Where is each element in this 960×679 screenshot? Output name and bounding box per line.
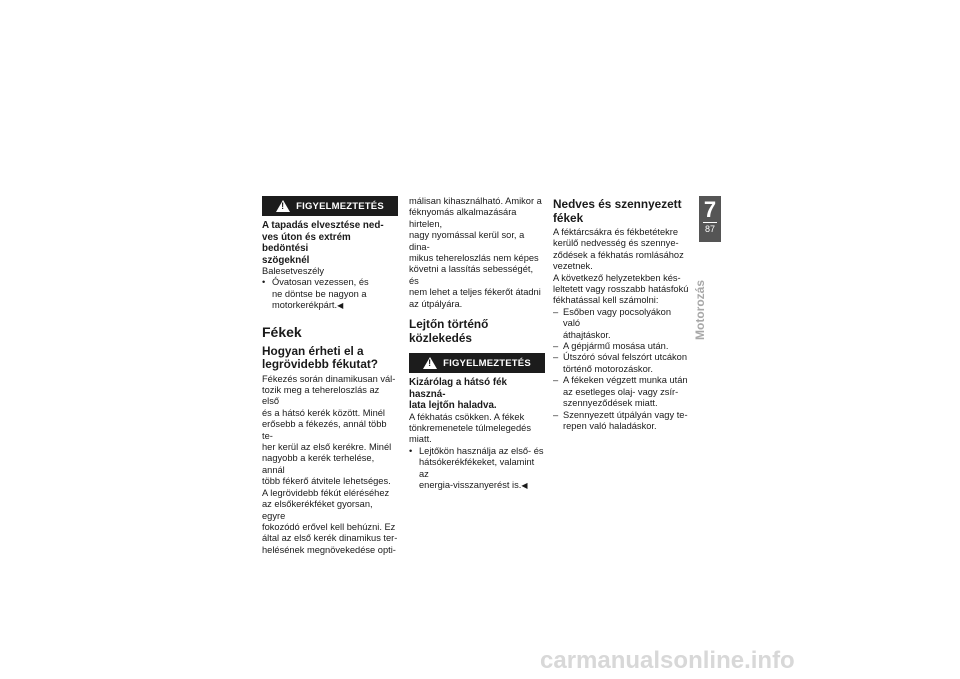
- end-mark-icon: ◀: [337, 301, 344, 311]
- chapter-number: 7: [703, 197, 717, 222]
- page-number: 87: [704, 224, 715, 234]
- bullet-line: • Lejtőkön használja az első- és: [419, 445, 544, 456]
- warning-title: FIGYELMEZTETÉS: [296, 200, 384, 212]
- body-line: által az első kerék dinamikus ter-: [262, 533, 398, 544]
- dash-line: – Szennyezett útpályán vagy te-: [563, 409, 688, 420]
- dash-line: történő motorozáskor.: [563, 363, 653, 374]
- bullet-line: ne döntse be nagyon a: [272, 288, 367, 299]
- dash-line: – A fékeken végzett munka után: [563, 375, 688, 386]
- body-line: helésének megnövekedése opti-: [262, 544, 396, 555]
- bullet-line: hátsókerékfékeket, valamint az: [419, 457, 535, 479]
- dash-line: áthajtáskor.: [563, 329, 611, 340]
- dash-line: szennyeződések miatt.: [563, 398, 658, 409]
- dash-item: [553, 341, 689, 352]
- body-line: A féktárcsákra és fékbetétekre: [553, 227, 679, 237]
- warning-title: FIGYELMEZTETÉS: [443, 357, 531, 369]
- dash-item: [553, 352, 689, 375]
- body-line: mikus tehereloszlás nem képes: [409, 253, 539, 264]
- warning-text: Balesetveszély: [262, 266, 325, 276]
- subsection-title: [262, 345, 398, 372]
- dash-item: [553, 307, 689, 341]
- watermark: carmanualsonline.info: [540, 647, 795, 674]
- warning-header: [262, 196, 398, 216]
- body-line: Fékezés során dinamikusan vál-: [262, 373, 396, 384]
- warning-header: [409, 353, 545, 373]
- body-line: az útpályára.: [409, 298, 463, 309]
- warning-heading-line: lata lejtőn haladva.: [409, 400, 497, 412]
- body-paragraph: [262, 374, 398, 557]
- dash-line: – Útszóró sóval felszórt utcákon: [563, 352, 688, 363]
- body-line: több fékerő átvitele lehetséges.: [262, 476, 391, 487]
- body-line: követni a lassítás sebességét, és: [409, 264, 534, 286]
- body-line: tozik meg a tehereloszlás az első: [262, 385, 380, 407]
- warning-heading-line: A tapadás elvesztése ned-: [262, 220, 384, 231]
- section-title: [553, 198, 689, 225]
- column-3: [553, 196, 689, 432]
- end-mark-icon: ◀: [521, 481, 528, 490]
- column-1: [262, 196, 398, 556]
- body-line: leltetett vagy rosszabb hatásfokú: [553, 284, 689, 295]
- section-title-line: Nedves és szennyezett: [553, 197, 682, 211]
- bullet-line: motorkerékpárt.: [272, 300, 338, 311]
- body-line: nem lehet a teljes fékerőt átadni: [409, 287, 541, 298]
- section-title: Lejtőn történő közlekedés: [409, 317, 489, 345]
- chapter-tab: [699, 196, 721, 242]
- body-line: her kerül az első kerékre. Minél: [262, 442, 392, 453]
- body-line: erősebb a fékezés, annál több te-: [262, 419, 387, 441]
- dash-line: – A gépjármű mosása után.: [563, 341, 669, 352]
- body-paragraph: [553, 227, 689, 307]
- body-line: fékhatással kell számolni:: [553, 295, 659, 306]
- body-line: nagy nyomással kerül sor, a dina-: [409, 230, 525, 252]
- body-line: málisan kihasználható. Amikor a: [409, 196, 542, 206]
- body-line: ződések a fékhatás romlásához: [553, 249, 684, 260]
- body-line: A legrövidebb fékút eléréséhez: [262, 487, 390, 498]
- body-line: A következő helyzetekben kés-: [553, 272, 681, 283]
- chapter-name: Motorozás: [693, 280, 707, 340]
- bullet-line: energia-visszanyerést is.: [419, 480, 522, 490]
- dash-line: – Esőben vagy pocsolyákon való: [563, 306, 672, 329]
- body-line: az elsőkerékféket gyorsan, egyre: [262, 499, 373, 521]
- bullet-line: • Óvatosan vezessen, és: [272, 277, 369, 288]
- dash-line: repen való haladáskor.: [563, 420, 657, 431]
- bullet-item: [262, 277, 398, 311]
- dash-item: [553, 410, 689, 433]
- warning-text: [409, 412, 545, 446]
- warning-text-line: miatt.: [409, 434, 432, 445]
- section-title-line: fékek: [553, 210, 584, 225]
- subsection-title-line: legrövidebb fékutat?: [262, 357, 379, 372]
- warning-heading-line: szögeknél: [262, 254, 310, 266]
- dash-line: az esetleges olaj- vagy zsír-: [563, 386, 679, 397]
- body-line: kerülő nedvesség és szennye-: [553, 238, 679, 249]
- body-line: nagyobb a kerék terhelése, annál: [262, 453, 375, 475]
- body-line: fokozódó erővel kell behúzni. Ez: [262, 521, 396, 532]
- bullet-item: [409, 446, 545, 492]
- warning-triangle-icon: [276, 200, 290, 212]
- body-line: vezetnek.: [553, 261, 593, 272]
- dash-item: [553, 375, 689, 409]
- warning-text-line: A fékhatás csökken. A fékek: [409, 411, 525, 422]
- subsection-title-line: Hogyan érheti el a: [262, 343, 364, 358]
- section-title: Fékek: [262, 323, 302, 340]
- body-paragraph: [409, 196, 545, 310]
- body-line: és a hátsó kerék között. Minél: [262, 407, 385, 418]
- warning-triangle-icon: [423, 357, 437, 369]
- warning-text-line: tönkremenetele túlmelegedés: [409, 422, 531, 433]
- warning-heading-line: ves úton és extrém bedöntési: [262, 231, 351, 254]
- warning-heading-line: Kizárólag a hátsó fék haszná-: [409, 377, 507, 400]
- column-2: [409, 196, 545, 491]
- body-line: féknyomás alkalmazására hirtelen,: [409, 207, 517, 229]
